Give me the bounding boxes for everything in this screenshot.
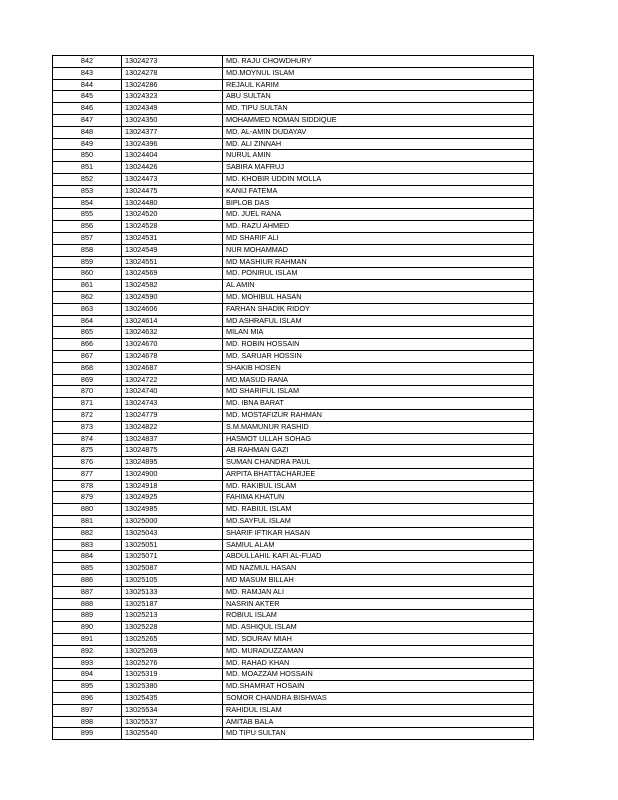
candidate-name-cell: ROBIUL ISLAM — [223, 610, 534, 622]
roll-number-cell: 13025071 — [122, 551, 223, 563]
roll-number-cell: 13024740 — [122, 386, 223, 398]
serial-number-cell: 858 — [53, 244, 122, 256]
candidate-name-cell: RAHIDUL ISLAM — [223, 704, 534, 716]
serial-number-cell: 857 — [53, 232, 122, 244]
roll-number-cell: 13024606 — [122, 303, 223, 315]
table-row — [53, 350, 534, 362]
table-row — [53, 409, 534, 421]
table-row — [53, 398, 534, 410]
table-row — [53, 268, 534, 280]
serial-number-cell: 886 — [53, 575, 122, 587]
table-row — [53, 103, 534, 115]
candidate-name-cell: SUMAN CHANDRA PAUL — [223, 457, 534, 469]
roll-number-cell: 13025435 — [122, 693, 223, 705]
table-row — [53, 256, 534, 268]
candidate-name-cell: NASRIN AKTER — [223, 598, 534, 610]
roll-number-cell: 13025133 — [122, 586, 223, 598]
candidate-name-cell: MD. RABIUL ISLAM — [223, 504, 534, 516]
table-row — [53, 197, 534, 209]
candidate-name-cell: MD. JUEL RANA — [223, 209, 534, 221]
serial-number-cell: 879 — [53, 492, 122, 504]
table-row — [53, 645, 534, 657]
candidate-name-cell: MD SHARIFUL ISLAM — [223, 386, 534, 398]
roll-number-cell: 13025087 — [122, 563, 223, 575]
candidate-name-cell: MD. IBNA BARAT — [223, 398, 534, 410]
roll-number-cell: 13024520 — [122, 209, 223, 221]
serial-number-cell: 884 — [53, 551, 122, 563]
table-row — [53, 67, 534, 79]
serial-number-cell: 856 — [53, 221, 122, 233]
serial-number-cell: 880 — [53, 504, 122, 516]
serial-number-cell: 872 — [53, 409, 122, 421]
roll-number-cell: 13024743 — [122, 398, 223, 410]
serial-number-cell: 850 — [53, 150, 122, 162]
roll-number-cell: 13024480 — [122, 197, 223, 209]
roll-number-cell: 13024349 — [122, 103, 223, 115]
serial-number-cell: 895 — [53, 681, 122, 693]
serial-number-cell: 870 — [53, 386, 122, 398]
table-row — [53, 433, 534, 445]
table-row — [53, 457, 534, 469]
table-row — [53, 445, 534, 457]
candidate-name-cell: NUR MOHAMMAD — [223, 244, 534, 256]
table-row — [53, 704, 534, 716]
table-row — [53, 610, 534, 622]
roll-number-cell: 13025276 — [122, 657, 223, 669]
roll-number-cell: 13025380 — [122, 681, 223, 693]
serial-number-cell: 861 — [53, 280, 122, 292]
serial-number-cell: 891 — [53, 634, 122, 646]
roll-number-cell: 13024895 — [122, 457, 223, 469]
serial-number-cell: 844 — [53, 79, 122, 91]
serial-number-cell: 865 — [53, 327, 122, 339]
roll-number-cell: 13025051 — [122, 539, 223, 551]
table-row — [53, 56, 534, 68]
candidate-name-cell: MD MASHIUR RAHMAN — [223, 256, 534, 268]
serial-number-cell: 855 — [53, 209, 122, 221]
roll-number-cell: 13025228 — [122, 622, 223, 634]
roll-number-cell: 13024475 — [122, 185, 223, 197]
candidate-name-cell: AB RAHMAN GAZI — [223, 445, 534, 457]
table-row — [53, 693, 534, 705]
roll-number-cell: 13024632 — [122, 327, 223, 339]
serial-number-cell: 894 — [53, 669, 122, 681]
table-row — [53, 492, 534, 504]
serial-number-cell: 892 — [53, 645, 122, 657]
serial-number-cell: 860 — [53, 268, 122, 280]
serial-number-cell: 867 — [53, 350, 122, 362]
roll-number-cell: 13024396 — [122, 138, 223, 150]
candidate-name-cell: MD ASHRAFUL ISLAM — [223, 315, 534, 327]
roll-number-cell: 13024278 — [122, 67, 223, 79]
serial-number-cell: 896 — [53, 693, 122, 705]
serial-number-cell: 876 — [53, 457, 122, 469]
roll-number-cell: 13024273 — [122, 56, 223, 68]
serial-number-cell: 842 — [53, 56, 122, 68]
serial-number-cell: 893 — [53, 657, 122, 669]
serial-number-cell: 863 — [53, 303, 122, 315]
roll-number-cell: 13024323 — [122, 91, 223, 103]
roll-number-cell: 13025105 — [122, 575, 223, 587]
table-row — [53, 480, 534, 492]
table-row — [53, 657, 534, 669]
candidate-name-cell: FARHAN SHADIK RIDOY — [223, 303, 534, 315]
serial-number-cell: 875 — [53, 445, 122, 457]
table-row — [53, 539, 534, 551]
table-row — [53, 244, 534, 256]
table-row — [53, 669, 534, 681]
table-row — [53, 327, 534, 339]
candidate-name-cell: MD TIPU SULTAN — [223, 728, 534, 740]
serial-number-cell: 864 — [53, 315, 122, 327]
serial-number-cell: 887 — [53, 586, 122, 598]
serial-number-cell: 878 — [53, 480, 122, 492]
serial-number-cell: 851 — [53, 162, 122, 174]
candidate-name-cell: MD. RAMJAN ALI — [223, 586, 534, 598]
serial-number-cell: 897 — [53, 704, 122, 716]
serial-number-cell: 845 — [53, 91, 122, 103]
roll-number-cell: 13024531 — [122, 232, 223, 244]
roll-number-cell: 13024377 — [122, 126, 223, 138]
serial-number-cell: 866 — [53, 339, 122, 351]
table-row — [53, 563, 534, 575]
candidate-name-cell: AMITAB BALA — [223, 716, 534, 728]
candidate-name-cell: ABDULLAHIL KAFI AL-FUAD — [223, 551, 534, 563]
table-row — [53, 138, 534, 150]
serial-number-cell: 847 — [53, 114, 122, 126]
roll-number-cell: 13024678 — [122, 350, 223, 362]
candidate-name-cell: MD. ALI ZINNAH — [223, 138, 534, 150]
table-row — [53, 527, 534, 539]
table-row — [53, 126, 534, 138]
table-row — [53, 468, 534, 480]
candidate-name-cell: MD MASUM BILLAH — [223, 575, 534, 587]
candidate-name-cell: KANIJ FATEMA — [223, 185, 534, 197]
candidate-name-cell: S.M.MAMUNUR RASHID — [223, 421, 534, 433]
roll-number-cell: 13024722 — [122, 374, 223, 386]
candidate-name-cell: MD.MASUD RANA — [223, 374, 534, 386]
candidate-name-cell: MD. RAJU CHOWDHURY — [223, 56, 534, 68]
serial-number-cell: 846 — [53, 103, 122, 115]
table-row — [53, 173, 534, 185]
candidate-name-cell: BIPLOB DAS — [223, 197, 534, 209]
table-row — [53, 79, 534, 91]
roll-number-cell: 13024614 — [122, 315, 223, 327]
roll-number-cell: 13025265 — [122, 634, 223, 646]
table-row — [53, 634, 534, 646]
candidate-name-cell: MD NAZMUL HASAN — [223, 563, 534, 575]
table-row — [53, 386, 534, 398]
candidate-name-cell: REJAUL KARIM — [223, 79, 534, 91]
table-row — [53, 728, 534, 740]
candidate-name-cell: MD.SAYFUL ISLAM — [223, 516, 534, 528]
table-row — [53, 315, 534, 327]
roll-number-cell: 13024687 — [122, 362, 223, 374]
table-row — [53, 575, 534, 587]
serial-number-cell: 869 — [53, 374, 122, 386]
roll-number-cell: 13024350 — [122, 114, 223, 126]
serial-number-cell: 881 — [53, 516, 122, 528]
serial-number-cell: 890 — [53, 622, 122, 634]
serial-number-cell: 885 — [53, 563, 122, 575]
serial-number-cell: 852 — [53, 173, 122, 185]
table-row — [53, 150, 534, 162]
serial-number-cell: 883 — [53, 539, 122, 551]
serial-number-cell: 848 — [53, 126, 122, 138]
roll-list-table — [52, 55, 534, 740]
serial-number-cell: 868 — [53, 362, 122, 374]
roll-number-cell: 13024528 — [122, 221, 223, 233]
table-row — [53, 291, 534, 303]
roll-number-cell: 13025540 — [122, 728, 223, 740]
table-row — [53, 114, 534, 126]
candidate-name-cell: MD. SARUAR HOSSIN — [223, 350, 534, 362]
candidate-name-cell: MD. AL-AMIN DUDAYAV — [223, 126, 534, 138]
candidate-name-cell: MD.SHAMRAT HOSAIN — [223, 681, 534, 693]
roll-number-cell: 13025043 — [122, 527, 223, 539]
table-row — [53, 716, 534, 728]
serial-number-cell: 888 — [53, 598, 122, 610]
serial-number-cell: 862 — [53, 291, 122, 303]
serial-number-cell: 849 — [53, 138, 122, 150]
roll-number-cell: 13024473 — [122, 173, 223, 185]
table-row — [53, 421, 534, 433]
candidate-name-cell: MD. ASHIQUL ISLAM — [223, 622, 534, 634]
roll-number-cell: 13025537 — [122, 716, 223, 728]
candidate-name-cell: SAMIUL ALAM — [223, 539, 534, 551]
candidate-name-cell: SHARIF IFTIKAR HASAN — [223, 527, 534, 539]
table-row — [53, 280, 534, 292]
table-row — [53, 91, 534, 103]
candidate-name-cell: MD. RAHAD KHAN — [223, 657, 534, 669]
roll-number-cell: 13025319 — [122, 669, 223, 681]
candidate-name-cell: MD. MOHIBUL HASAN — [223, 291, 534, 303]
serial-number-cell: 871 — [53, 398, 122, 410]
serial-number-cell: 843 — [53, 67, 122, 79]
table-row — [53, 339, 534, 351]
table-row — [53, 622, 534, 634]
roll-number-cell: 13024779 — [122, 409, 223, 421]
roll-number-cell: 13024551 — [122, 256, 223, 268]
roll-number-cell: 13024286 — [122, 79, 223, 91]
roll-number-cell: 13024837 — [122, 433, 223, 445]
table-row — [53, 303, 534, 315]
candidate-name-cell: MD. MURADUZZAMAN — [223, 645, 534, 657]
roll-number-cell: 13024900 — [122, 468, 223, 480]
serial-number-cell: 859 — [53, 256, 122, 268]
serial-number-cell: 882 — [53, 527, 122, 539]
candidate-name-cell: ARPITA BHATTACHARJEE — [223, 468, 534, 480]
table-row — [53, 362, 534, 374]
serial-number-cell: 873 — [53, 421, 122, 433]
candidate-name-cell: SHAKIB HOSEN — [223, 362, 534, 374]
roll-number-cell: 13024822 — [122, 421, 223, 433]
roll-number-cell: 13024426 — [122, 162, 223, 174]
table-row — [53, 232, 534, 244]
serial-number-cell: 853 — [53, 185, 122, 197]
serial-number-cell: 889 — [53, 610, 122, 622]
candidate-name-cell: HASMOT ULLAH SOHAG — [223, 433, 534, 445]
roll-number-cell: 13024404 — [122, 150, 223, 162]
roll-number-cell: 13024590 — [122, 291, 223, 303]
candidate-name-cell: MD. TIPU SULTAN — [223, 103, 534, 115]
table-row — [53, 551, 534, 563]
table-row — [53, 504, 534, 516]
roll-number-cell: 13024925 — [122, 492, 223, 504]
candidate-name-cell: MD. MOSTAFIZUR RAHMAN — [223, 409, 534, 421]
candidate-name-cell: MD SHARIF ALI — [223, 232, 534, 244]
serial-number-cell: 899 — [53, 728, 122, 740]
table-row — [53, 516, 534, 528]
table-row — [53, 374, 534, 386]
roll-number-cell: 13024875 — [122, 445, 223, 457]
roll-number-cell: 13024985 — [122, 504, 223, 516]
candidate-name-cell: MILAN MIA — [223, 327, 534, 339]
candidate-name-cell: MD. PONIRUL ISLAM — [223, 268, 534, 280]
roll-number-cell: 13024670 — [122, 339, 223, 351]
table-row — [53, 586, 534, 598]
roll-number-cell: 13024918 — [122, 480, 223, 492]
table-row — [53, 162, 534, 174]
roll-list-body — [53, 56, 534, 740]
serial-number-cell: 874 — [53, 433, 122, 445]
candidate-name-cell: MD. RAKIBUL ISLAM — [223, 480, 534, 492]
roll-number-cell: 13024569 — [122, 268, 223, 280]
candidate-name-cell: MOHAMMED NOMAN SIDDIQUE — [223, 114, 534, 126]
roll-number-cell: 13025534 — [122, 704, 223, 716]
table-row — [53, 598, 534, 610]
table-row — [53, 209, 534, 221]
candidate-name-cell: MD. MOAZZAM HOSSAIN — [223, 669, 534, 681]
candidate-name-cell: ABU SULTAN — [223, 91, 534, 103]
table-row — [53, 681, 534, 693]
roll-number-cell: 13024549 — [122, 244, 223, 256]
candidate-name-cell: MD. ROBIN HOSSAIN — [223, 339, 534, 351]
table-row — [53, 185, 534, 197]
roll-number-cell: 13024582 — [122, 280, 223, 292]
candidate-name-cell: MD. SOURAV MIAH — [223, 634, 534, 646]
serial-number-cell: 877 — [53, 468, 122, 480]
table-row — [53, 221, 534, 233]
serial-number-cell: 854 — [53, 197, 122, 209]
candidate-name-cell: NURUL AMIN — [223, 150, 534, 162]
candidate-name-cell: AL AMIN — [223, 280, 534, 292]
candidate-name-cell: FAHIMA KHATUN — [223, 492, 534, 504]
roll-number-cell: 13025187 — [122, 598, 223, 610]
candidate-name-cell: MD. KHOBIR UDDIN MOLLA — [223, 173, 534, 185]
candidate-name-cell: MD. RAZU AHMED — [223, 221, 534, 233]
candidate-name-cell: SABIRA MAFRUJ — [223, 162, 534, 174]
roll-number-cell: 13025213 — [122, 610, 223, 622]
candidate-name-cell: MD.MOYNUL ISLAM — [223, 67, 534, 79]
serial-number-cell: 898 — [53, 716, 122, 728]
candidate-name-cell: SOMOR CHANDRA BISHWAS — [223, 693, 534, 705]
roll-number-cell: 13025000 — [122, 516, 223, 528]
roll-number-cell: 13025269 — [122, 645, 223, 657]
